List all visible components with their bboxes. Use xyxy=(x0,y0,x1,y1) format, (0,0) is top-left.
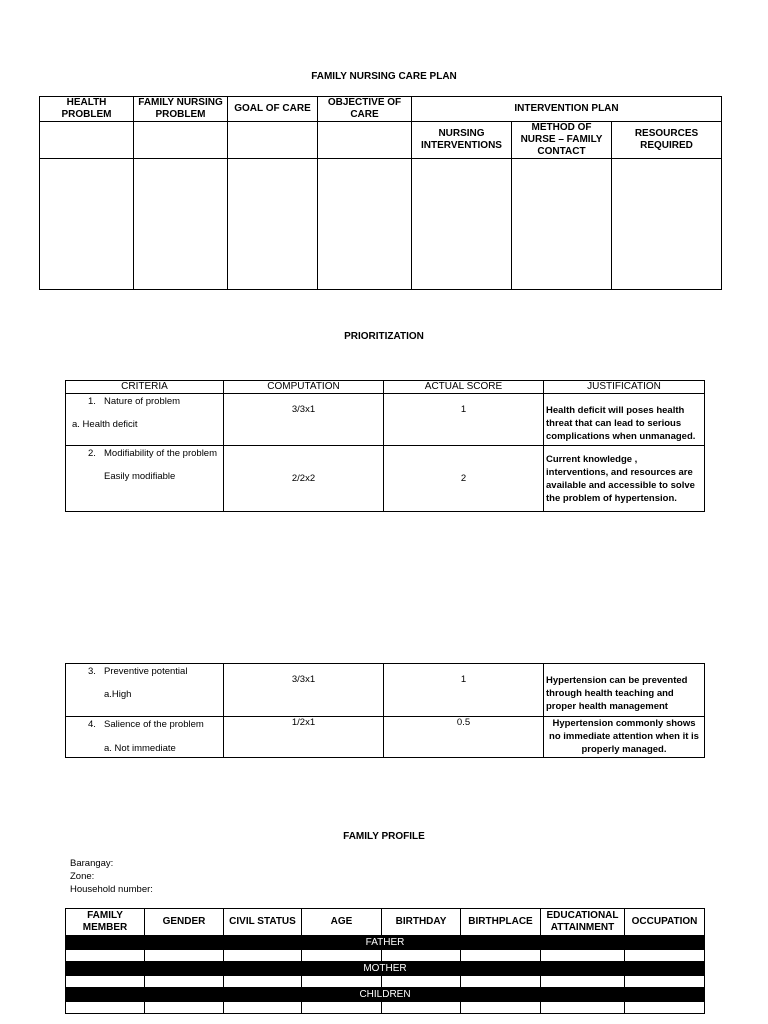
cell-empty xyxy=(541,950,625,962)
header-civil-status: CIVIL STATUS xyxy=(224,909,302,936)
cell-empty xyxy=(145,950,224,962)
table-row xyxy=(66,950,705,962)
header-actual-score: ACTUAL SCORE xyxy=(384,381,544,394)
header-occupation: OCCUPATION xyxy=(625,909,705,936)
cell-empty xyxy=(134,122,228,159)
care-plan-title: FAMILY NURSING CARE PLAN xyxy=(311,71,457,82)
header-health-problem: HEALTH PROBLEM xyxy=(40,97,134,122)
criteria-number: 3. xyxy=(88,666,96,677)
header-educational-attainment: EDUCATIONAL ATTAINMENT xyxy=(541,909,625,936)
criteria-cell xyxy=(66,717,224,758)
cell-empty xyxy=(461,950,541,962)
criteria-sub: a. Health deficit xyxy=(72,419,138,430)
family-profile-table xyxy=(65,908,705,1014)
prioritization-title: PRIORITIZATION xyxy=(344,331,424,342)
cell-empty xyxy=(224,976,302,988)
criteria-cell xyxy=(66,446,224,512)
criteria-number: 2. xyxy=(88,448,96,459)
header-intervention-plan: INTERVENTION PLAN xyxy=(412,97,722,122)
header-family-member: FAMILY MEMBER xyxy=(66,909,145,936)
criteria-sub: a.High xyxy=(104,689,132,700)
cell-empty xyxy=(134,159,228,290)
computation-cell: 3/3x1 xyxy=(224,664,384,717)
barangay-label: Barangay: xyxy=(70,858,114,869)
cell-empty xyxy=(512,159,612,290)
cell-empty xyxy=(224,1002,302,1014)
cell-empty xyxy=(625,1002,705,1014)
family-profile-meta xyxy=(70,857,153,896)
header-goal-of-care: GOAL OF CARE xyxy=(228,97,318,122)
score-cell: 1 xyxy=(384,664,544,717)
cell-empty xyxy=(318,159,412,290)
cell-empty xyxy=(66,976,145,988)
cell-empty xyxy=(302,976,382,988)
cell-empty xyxy=(382,1002,461,1014)
header-birthplace: BIRTHPLACE xyxy=(461,909,541,936)
header-resources-required: RESOURCES REQUIRED xyxy=(612,122,722,159)
section-children: CHILDREN xyxy=(66,988,705,1002)
criteria-sub: a. Not immediate xyxy=(104,743,176,754)
justification-cell: Hypertension can be prevented through health teaching and proper health management xyxy=(544,664,705,717)
table-row xyxy=(66,664,705,717)
score-cell: 0.5 xyxy=(384,717,544,758)
cell-empty xyxy=(382,976,461,988)
prioritization-table xyxy=(65,380,705,512)
cell-empty xyxy=(461,1002,541,1014)
cell-empty xyxy=(228,159,318,290)
justification-cell: Current knowledge , interventions, and resources are available and accessible to solve the problem of hypertension. xyxy=(544,446,705,512)
table-row xyxy=(66,717,705,758)
prioritization-table-continued xyxy=(65,663,705,758)
score-cell: 1 xyxy=(384,394,544,446)
cell-empty xyxy=(40,122,134,159)
care-plan-table xyxy=(39,96,722,290)
cell-empty xyxy=(461,976,541,988)
zone-label: Zone: xyxy=(70,871,95,882)
table-row xyxy=(66,976,705,988)
cell-empty xyxy=(412,159,512,290)
header-criteria: CRITERIA xyxy=(66,381,224,394)
criteria-number: 1. xyxy=(88,396,96,407)
cell-empty xyxy=(612,159,722,290)
criteria-text: Preventive potential xyxy=(104,666,188,677)
cell-empty xyxy=(541,976,625,988)
cell-empty xyxy=(66,950,145,962)
justification-cell: Health deficit will poses health threat that can lead to serious complications when unmanaged. xyxy=(544,394,705,446)
table-row xyxy=(66,394,705,446)
table-row xyxy=(66,446,705,512)
criteria-cell xyxy=(66,394,224,446)
household-label: Household number: xyxy=(70,884,153,895)
cell-empty xyxy=(66,1002,145,1014)
header-gender: GENDER xyxy=(145,909,224,936)
cell-empty xyxy=(625,976,705,988)
criteria-text: Modifiability of the problem xyxy=(104,448,217,459)
family-profile-title: FAMILY PROFILE xyxy=(343,831,425,842)
cell-empty xyxy=(541,1002,625,1014)
header-birthday: BIRTHDAY xyxy=(382,909,461,936)
computation-cell: 1/2x1 xyxy=(224,717,384,758)
cell-empty xyxy=(40,159,134,290)
criteria-text: Salience of the problem xyxy=(104,719,204,730)
cell-empty xyxy=(382,950,461,962)
header-objective-of-care: OBJECTIVE OF CARE xyxy=(318,97,412,122)
criteria-sub: Easily modifiable xyxy=(104,471,176,482)
cell-empty xyxy=(224,950,302,962)
header-justification: JUSTIFICATION xyxy=(544,381,705,394)
header-family-nursing-problem: FAMILY NURSING PROBLEM xyxy=(134,97,228,122)
cell-empty xyxy=(145,1002,224,1014)
criteria-text: Nature of problem xyxy=(104,396,181,407)
header-method-of-nurse: METHOD OF NURSE – FAMILY CONTACT xyxy=(512,122,612,159)
criteria-cell xyxy=(66,664,224,717)
computation-cell: 2/2x2 xyxy=(224,446,384,512)
score-cell: 2 xyxy=(384,446,544,512)
section-father: FATHER xyxy=(66,936,705,950)
cell-empty xyxy=(318,122,412,159)
header-age: AGE xyxy=(302,909,382,936)
justification-cell: Hypertension commonly shows no immediate attention when it is properly managed. xyxy=(544,717,705,758)
table-row xyxy=(66,1002,705,1014)
computation-cell: 3/3x1 xyxy=(224,394,384,446)
cell-empty xyxy=(302,1002,382,1014)
criteria-number: 4. xyxy=(88,719,96,730)
section-mother: MOTHER xyxy=(66,962,705,976)
cell-empty xyxy=(228,122,318,159)
cell-empty xyxy=(302,950,382,962)
header-computation: COMPUTATION xyxy=(224,381,384,394)
cell-empty xyxy=(625,950,705,962)
header-nursing-interventions: NURSING INTERVENTIONS xyxy=(412,122,512,159)
cell-empty xyxy=(145,976,224,988)
